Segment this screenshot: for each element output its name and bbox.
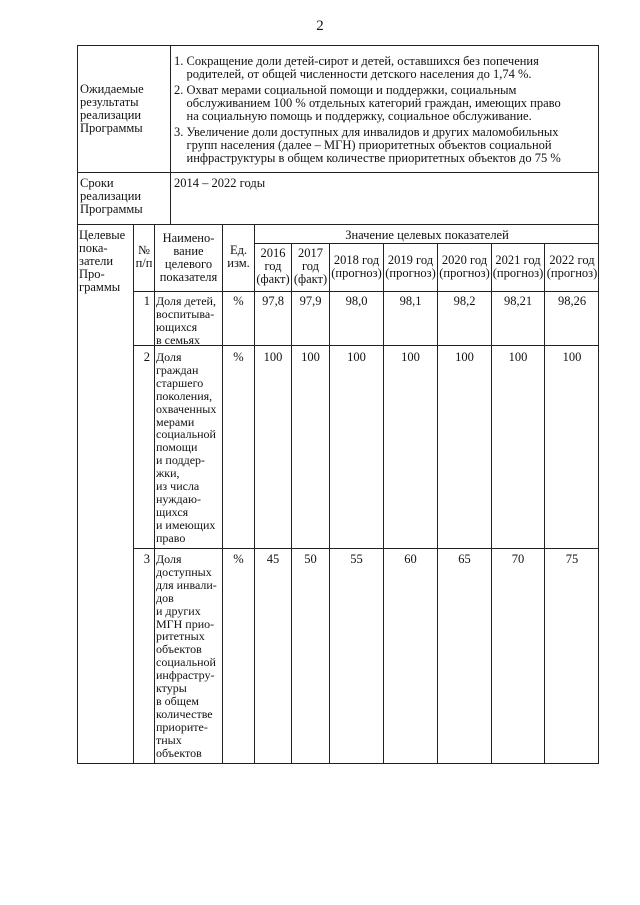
row2-value-2018: 100 bbox=[347, 350, 366, 364]
page-number: 2 bbox=[316, 18, 324, 34]
header-year-2019: 2019 год (прогноз) bbox=[385, 253, 436, 280]
header-name: Наимено- вание целевого показателя bbox=[159, 231, 218, 284]
row2-unit: % bbox=[233, 350, 244, 364]
row3-value-2022: 75 bbox=[565, 552, 579, 566]
rule-year2021-column bbox=[544, 243, 545, 764]
header-year-2017: 2017 год (факт) bbox=[293, 246, 328, 286]
row2-value-2019: 100 bbox=[401, 350, 420, 364]
rule-year2020-column bbox=[491, 243, 492, 764]
rule-year2017-column bbox=[329, 243, 330, 764]
rule-num-column bbox=[154, 224, 155, 764]
row3-value-2019: 60 bbox=[404, 552, 417, 566]
row1-value-2018: 98,0 bbox=[345, 294, 368, 308]
header-year-2020: 2020 год (прогноз) bbox=[439, 253, 490, 280]
rule-header-bottom bbox=[133, 291, 599, 292]
header-values-title: Значение целевых показателей bbox=[345, 228, 509, 242]
row2-name: Доля граждан старшего поколения, охваченных мерами социальной помощи и поддер- жки, из числа нуждаю- щихся и имеющих право bbox=[156, 350, 217, 545]
expected-result-item-1: 1. Сокращение доли детей-сирот и детей, оставшихся без попечения родителей, от общей численности детского населения до 1,74 %. bbox=[174, 54, 539, 81]
row3-value-2017: 50 bbox=[304, 552, 317, 566]
row1-value-2021: 98,21 bbox=[503, 294, 533, 308]
expected-results-label: Ожидаемые результаты реализации Программы bbox=[80, 82, 144, 135]
expected-result-item-3: 3. Увеличение доли доступных для инвалидов и других маломобильных групп населения (далее – МГН) приоритетных объектов социальной инфраструктуры в общем количестве приоритетных объектов до 75 % bbox=[174, 125, 561, 165]
header-year-2022: 2022 год (прогноз) bbox=[546, 253, 598, 280]
row1-unit: % bbox=[233, 294, 244, 308]
row3-unit: % bbox=[233, 552, 244, 566]
row2-value-2016: 100 bbox=[263, 350, 283, 364]
row2-value-2022: 100 bbox=[562, 350, 582, 364]
row1-value-2019: 98,1 bbox=[399, 294, 422, 308]
row3-value-2018: 55 bbox=[350, 552, 363, 566]
row1-value-2020: 98,2 bbox=[453, 294, 476, 308]
header-year-2021: 2021 год (прогноз) bbox=[492, 253, 544, 280]
row2-value-2020: 100 bbox=[455, 350, 474, 364]
rule-year2016-column bbox=[291, 243, 292, 764]
expected-result-item-2: 2. Охват мерами социальной помощи и поддержки, социальным обслуживанием 100 % отдельных категорий граждан, имеющих право на социальную помощь и поддержку, социальное обслуживание. bbox=[174, 83, 561, 123]
header-unit-text: Ед. изм. bbox=[227, 243, 250, 270]
row3-name: Доля доступных для инвали- дов и других МГН прио- ритетных объектов социальной инфрастру- ктуры в общем количестве приорите- тных объектов bbox=[156, 552, 217, 760]
rule-label-column bbox=[170, 45, 171, 225]
row2-value-2021: 100 bbox=[508, 350, 528, 364]
rule-row2-bottom bbox=[133, 548, 599, 549]
rule-results-bottom bbox=[77, 172, 599, 173]
row3-value-2021: 70 bbox=[511, 552, 525, 566]
timeframe-value: 2014 – 2022 годы bbox=[174, 176, 266, 190]
header-year-2016: 2016 год (факт) bbox=[256, 246, 290, 286]
rule-year2019-column bbox=[437, 243, 438, 764]
row1-num: 1 bbox=[143, 294, 150, 308]
indicators-section-label: Целевые пока- затели Про- граммы bbox=[79, 228, 126, 294]
row3-value-2016: 45 bbox=[266, 552, 280, 566]
row2-num: 2 bbox=[143, 350, 150, 364]
row1-value-2016: 97,8 bbox=[262, 294, 284, 308]
timeframe-label: Сроки реализации Программы bbox=[80, 176, 143, 216]
row1-name: Доля детей, воспитыва- ющихся в семьях bbox=[156, 294, 216, 347]
row3-value-2020: 65 bbox=[458, 552, 471, 566]
row3-num: 3 bbox=[143, 552, 150, 566]
rule-timeframe-bottom bbox=[77, 224, 599, 225]
row2-value-2017: 100 bbox=[301, 350, 320, 364]
rule-values-title-bottom bbox=[254, 243, 599, 244]
header-year-2018: 2018 год (прогноз) bbox=[331, 253, 382, 280]
rule-year2018-column bbox=[383, 243, 384, 764]
row1-value-2017: 97,9 bbox=[299, 294, 322, 308]
header-num: № п/п bbox=[135, 243, 153, 270]
row1-value-2022: 98,26 bbox=[557, 294, 587, 308]
